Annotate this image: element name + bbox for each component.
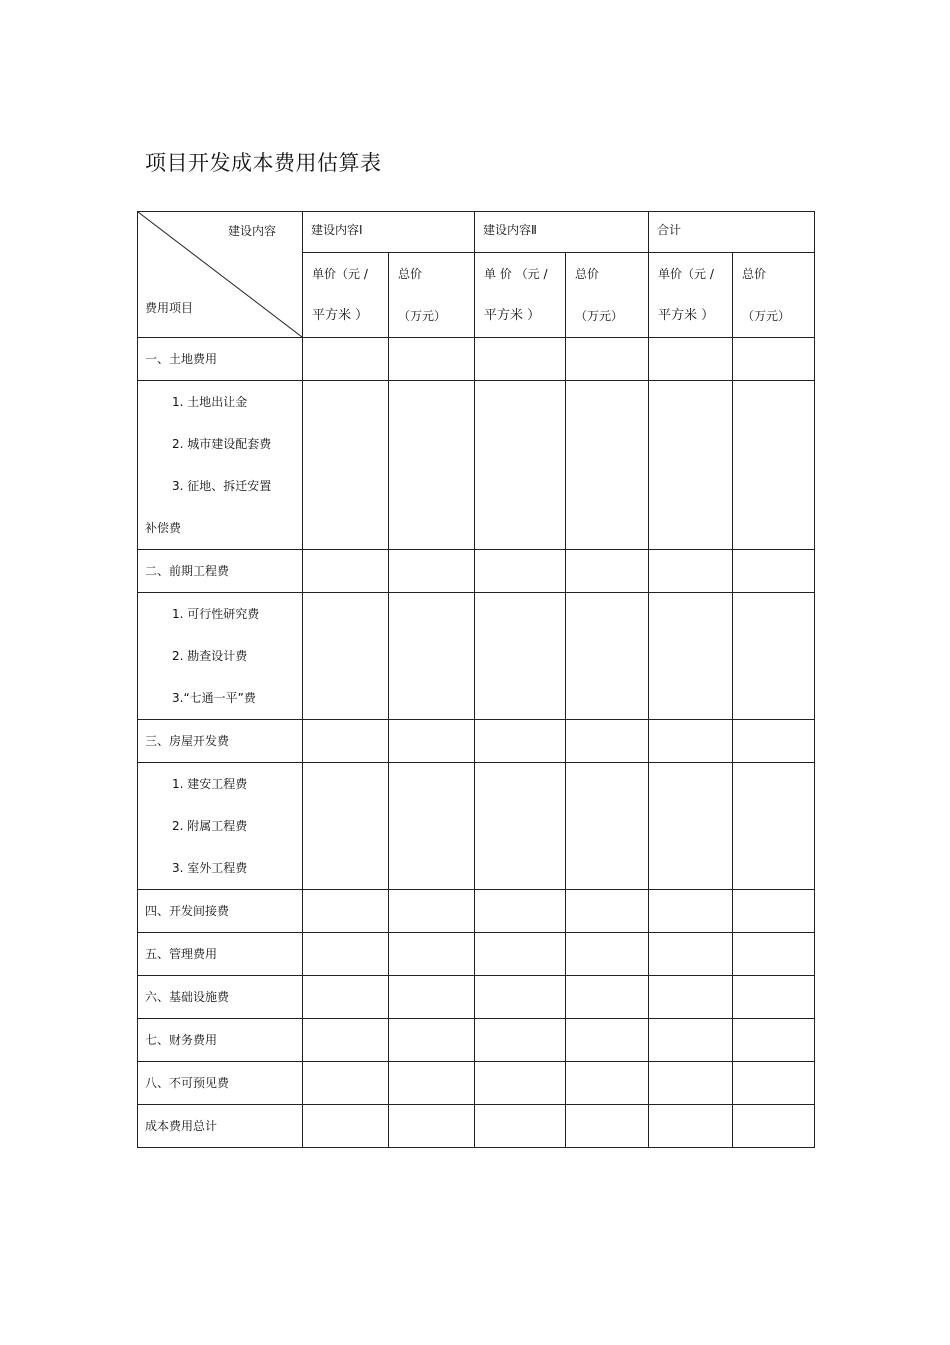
group-header-2: 建设内容Ⅱ [475,212,649,253]
group-header-3: 合计 [649,212,815,253]
table-row [138,381,815,550]
unit-price-header-2: 单 价 （元 / 平方米 ） [475,253,566,338]
row-label-house: 三、房屋开发费 [138,720,303,763]
total-price-header-1: 总价 （万元） [389,253,475,338]
total-price-header-2: 总价 （万元） [566,253,649,338]
table-row [138,1019,815,1062]
table-row [138,550,815,593]
row-label-total: 成本费用总计 [138,1105,303,1148]
total-price-header-3: 总价 （万元） [733,253,815,338]
table-row [138,763,815,890]
row-label-infra: 六、基础设施费 [138,976,303,1019]
table-row [138,593,815,720]
row-label-unforeseen: 八、不可预见费 [138,1062,303,1105]
row-label-pre-items: 1. 可行性研究费 2. 勘查设计费 3.“七通一平”费 [138,593,303,720]
group-header-1: 建设内容Ⅰ [303,212,475,253]
unit-price-header-3: 单价（元 / 平方米 ） [649,253,733,338]
row-label-finance: 七、财务费用 [138,1019,303,1062]
table-row [138,720,815,763]
table-row [138,1105,815,1148]
table-row [138,338,815,381]
diagonal-line [138,212,302,337]
row-label-pre: 二、前期工程费 [138,550,303,593]
table-row [138,933,815,976]
unit-price-header-1: 单价（元 / 平方米 ） [303,253,389,338]
diagonal-header-cell [138,212,303,338]
row-label-house-items: 1. 建安工程费 2. 附属工程费 3. 室外工程费 [138,763,303,890]
diagonal-bottom-label: 费用项目 [145,301,194,315]
row-label-mgmt: 五、管理费用 [138,933,303,976]
table-row [138,976,815,1019]
page-title: 项目开发成本费用估算表 [145,151,382,175]
cost-estimate-table [137,211,815,1148]
table-row [138,1062,815,1105]
row-label-indirect: 四、开发间接费 [138,890,303,933]
header-row [138,212,815,253]
diagonal-top-label: 建设内容 [227,224,276,238]
row-label-land: 一、土地费用 [138,338,303,381]
table-row [138,890,815,933]
row-label-land-items: 1. 土地出让金 2. 城市建设配套费 3. 征地、拆迁安置 补偿费 [138,381,303,550]
